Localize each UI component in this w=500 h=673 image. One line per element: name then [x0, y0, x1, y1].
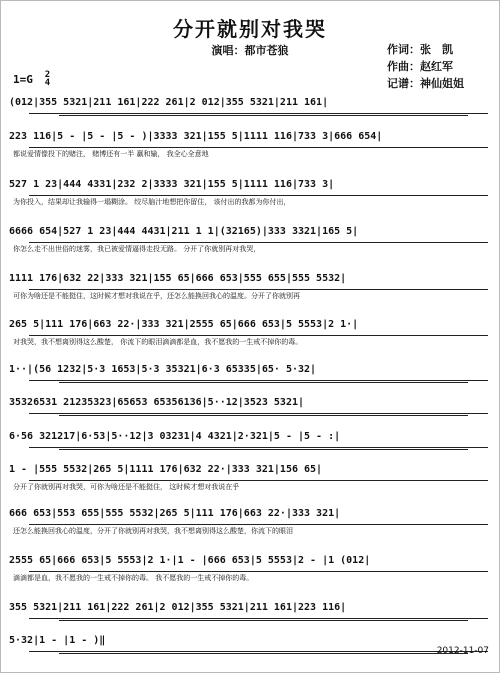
beam-line — [29, 335, 488, 336]
song-title: 分开就别对我哭 — [173, 17, 327, 41]
music-row — [9, 555, 493, 582]
beam-line — [29, 113, 488, 114]
beam-line — [29, 242, 488, 243]
lyric-line: 都说爱情像投下的赌注， 赌博还有一半 赢和输， 我全心全意地 — [13, 150, 209, 158]
notation-line: 6·56 321217|6·53|5··12|3 03231|4 4321|2·321|5 - |5 - :| — [9, 431, 341, 442]
beam-line — [29, 618, 488, 619]
beam-line — [59, 382, 468, 383]
notation-line: 1 - |555 5532|265 5|1111 176|632 22·|333 321|156 65| — [9, 464, 323, 475]
music-row — [9, 464, 493, 491]
notation-line: 355 5321|211 161|222 261|2 012|355 5321|211 161|223 116| — [9, 602, 347, 613]
notation-line: (012|355 5321|211 161|222 261|2 012|355 5321|211 161| — [9, 97, 329, 108]
music-row — [9, 508, 493, 535]
lyric-line: 为你投入，结果却让我输得一塌糊涂。 绞尽脑汁地想把你留住， 该付出的我都为你付出， — [13, 198, 291, 206]
music-row — [9, 319, 493, 346]
notation-line: 1111 176|632 22|333 321|155 65|666 653|555 655|555 5532| — [9, 273, 347, 284]
time-signature-bottom: 4 — [44, 78, 51, 88]
beam-line — [29, 524, 488, 525]
music-row — [9, 364, 493, 391]
composer-credit: 作曲：赵红军 — [387, 60, 453, 73]
key-signature — [13, 71, 52, 87]
lyric-line: 你怎么走不出世俗的迷雾，我已被爱情逼得走投无路。 分开了你就别再对我哭， — [13, 245, 261, 253]
beam-line — [29, 147, 488, 148]
notation-line: 6666 654|527 1 23|444 4431|211 1 1|(32165)|333 3321|165 5| — [9, 226, 359, 237]
music-row — [9, 226, 493, 253]
beam-line — [59, 415, 468, 416]
music-row — [9, 273, 493, 300]
music-row — [9, 131, 493, 158]
beam-line — [29, 447, 488, 448]
music-row — [9, 431, 493, 458]
notation-line: 1··|(56 1232|5·3 1653|5·3 35321|6·3 65335|65· 5·32| — [9, 364, 317, 375]
music-row — [9, 602, 493, 629]
lyricist-credit: 作词：张 凯 — [387, 43, 453, 56]
transcription-date: 2012-11-07 — [436, 646, 489, 656]
lyric-line: 可你为啥还是不能挺住，这时候才想对我说在乎，还怎么能换回我心的温度。分开了你就别再 — [13, 292, 300, 300]
notation-line: 527 1 23|444 4331|232 2|3333 321|155 5|1111 116|733 3| — [9, 179, 335, 190]
beam-line — [29, 571, 488, 572]
beam-line — [29, 195, 488, 196]
singer-line: 演唱：都市苍狼 — [211, 44, 289, 57]
beam-line — [29, 413, 488, 414]
notation-line: 666 653|553 655|555 5532|265 5|111 176|663 22·|333 321| — [9, 508, 341, 519]
music-row — [9, 179, 493, 206]
music-row — [9, 635, 493, 662]
beam-line — [29, 380, 488, 381]
beam-line — [29, 480, 488, 481]
beam-line — [59, 115, 468, 116]
lyric-line: 分开了你就别再对我哭，可你为啥还是不能挺住， 这时候才想对我说在乎 — [13, 483, 240, 491]
notation-line: 2555 65|666 653|5 5553|2 1·|1 - |666 653|5 5553|2 - |1 (012| — [9, 555, 371, 566]
notation-line: 5·32|1 - |1 - )‖ — [9, 635, 106, 646]
lyric-line: 滴滴都是血，我不愿我的一生戒不掉你的毒。 我不愿我的一生戒不掉你的毒。 — [13, 574, 254, 582]
lyric-line: 还怎么能换回我心的温度，分开了你就别再对我哭，我不想离别得这么酸楚，你流下的眼泪 — [13, 527, 293, 535]
beam-line — [59, 449, 468, 450]
time-signature-top: 2 — [44, 70, 51, 80]
notation-line: 223 116|5 - |5 - |5 - )|3333 321|155 5|1111 116|733 3|666 654| — [9, 131, 383, 142]
beam-line — [59, 620, 468, 621]
lyric-line: 对我哭，我不想离别得这么酸楚， 你流下的眼泪滴滴都是血，我不愿我的一生戒不掉你的毒。 — [13, 338, 303, 346]
music-row — [9, 397, 493, 424]
credits-block — [387, 41, 464, 92]
notation-line: 35326531 21235323|65653 65356136|5··12|3523 5321| — [9, 397, 305, 408]
key-label: 1=G — [13, 72, 33, 86]
beam-line — [29, 289, 488, 290]
beam-line — [29, 651, 488, 652]
transcriber-credit: 记谱：神仙姐姐 — [387, 77, 464, 90]
time-signature — [44, 71, 52, 87]
beam-line — [59, 653, 468, 654]
music-row — [9, 97, 493, 124]
notation-line: 265 5|111 176|663 22·|333 321|2555 65|666 653|5 5553|2 1·| — [9, 319, 359, 330]
